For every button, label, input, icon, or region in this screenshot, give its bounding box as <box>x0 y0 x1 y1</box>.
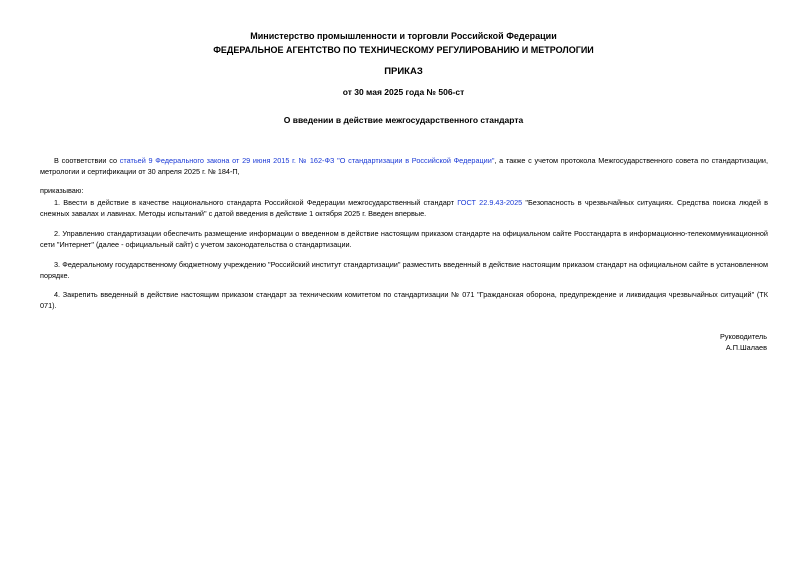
preamble-paragraph <box>40 156 768 177</box>
agency-heading: ФЕДЕРАЛЬНОЕ АГЕНТСТВО ПО ТЕХНИЧЕСКОМУ РЕГУЛИРОВАНИЮ И МЕТРОЛОГИИ <box>213 45 594 55</box>
ministry-heading: Министерство промышленности и торговли Российской Федерации <box>250 31 557 41</box>
doc-type: ПРИКАЗ <box>384 66 423 77</box>
signature-position: Руководитель <box>719 332 767 341</box>
item-1-text-before: 1. Ввести в действие в качестве национального стандарта Российской Федерации межгосударственный стандарт <box>54 198 458 207</box>
item-1-paragraph <box>40 198 768 219</box>
federal-law-link[interactable]: статьей 9 Федерального закона от 29 июня 2015 г. № 162-ФЗ "О стандартизации в Российской Федерации" <box>119 156 495 165</box>
item-1-text-after: "Безопасность в чрезвычайных ситуациях. Средства поиска людей в снежных завалах и лавинах. Методы испытаний" с датой введения в действие 1 октября 2025 г. Введен впервые. <box>40 198 769 218</box>
order-word: приказываю: <box>40 186 84 195</box>
page-title: О введении в действие межгосударственного стандарта <box>283 115 524 125</box>
preamble-text-after: , а также с учетом протокола Межгосударственного совета по стандартизации, метрологии и сертификации от 30 апреля 2025 г. № 184-П, <box>40 156 769 176</box>
standard-link[interactable]: ГОСТ 22.9.43-2025 <box>457 198 523 207</box>
preamble-text-before: В соответствии со <box>54 156 120 165</box>
item-2-paragraph: 2. Управлению стандартизации обеспечить размещение информации о введенном в действие настоящим приказом стандарте на официальном сайте Росстандарта в информационно-телекоммуникационной сети "Интернет" (далее - официальный сайт) с учетом законодательства о стандартизации. <box>40 229 768 249</box>
item-3-paragraph: 3. Федеральному государственному бюджетному учреждению "Российский институт стандартизации" разместить введенный в действие настоящим приказом стандарт на официальном сайте в установленном порядке. <box>40 260 768 280</box>
signature-name: А.П.Шалаев <box>725 343 767 352</box>
date-number: от 30 мая 2025 года № 506-ст <box>342 87 465 97</box>
item-4-paragraph: 4. Закрепить введенный в действие настоящим приказом стандарт за техническим комитетом по стандартизации № 071 "Гражданская оборона, предупреждение и ликвидация чрезвычайных ситуаций" (ТК 071). <box>40 290 768 310</box>
